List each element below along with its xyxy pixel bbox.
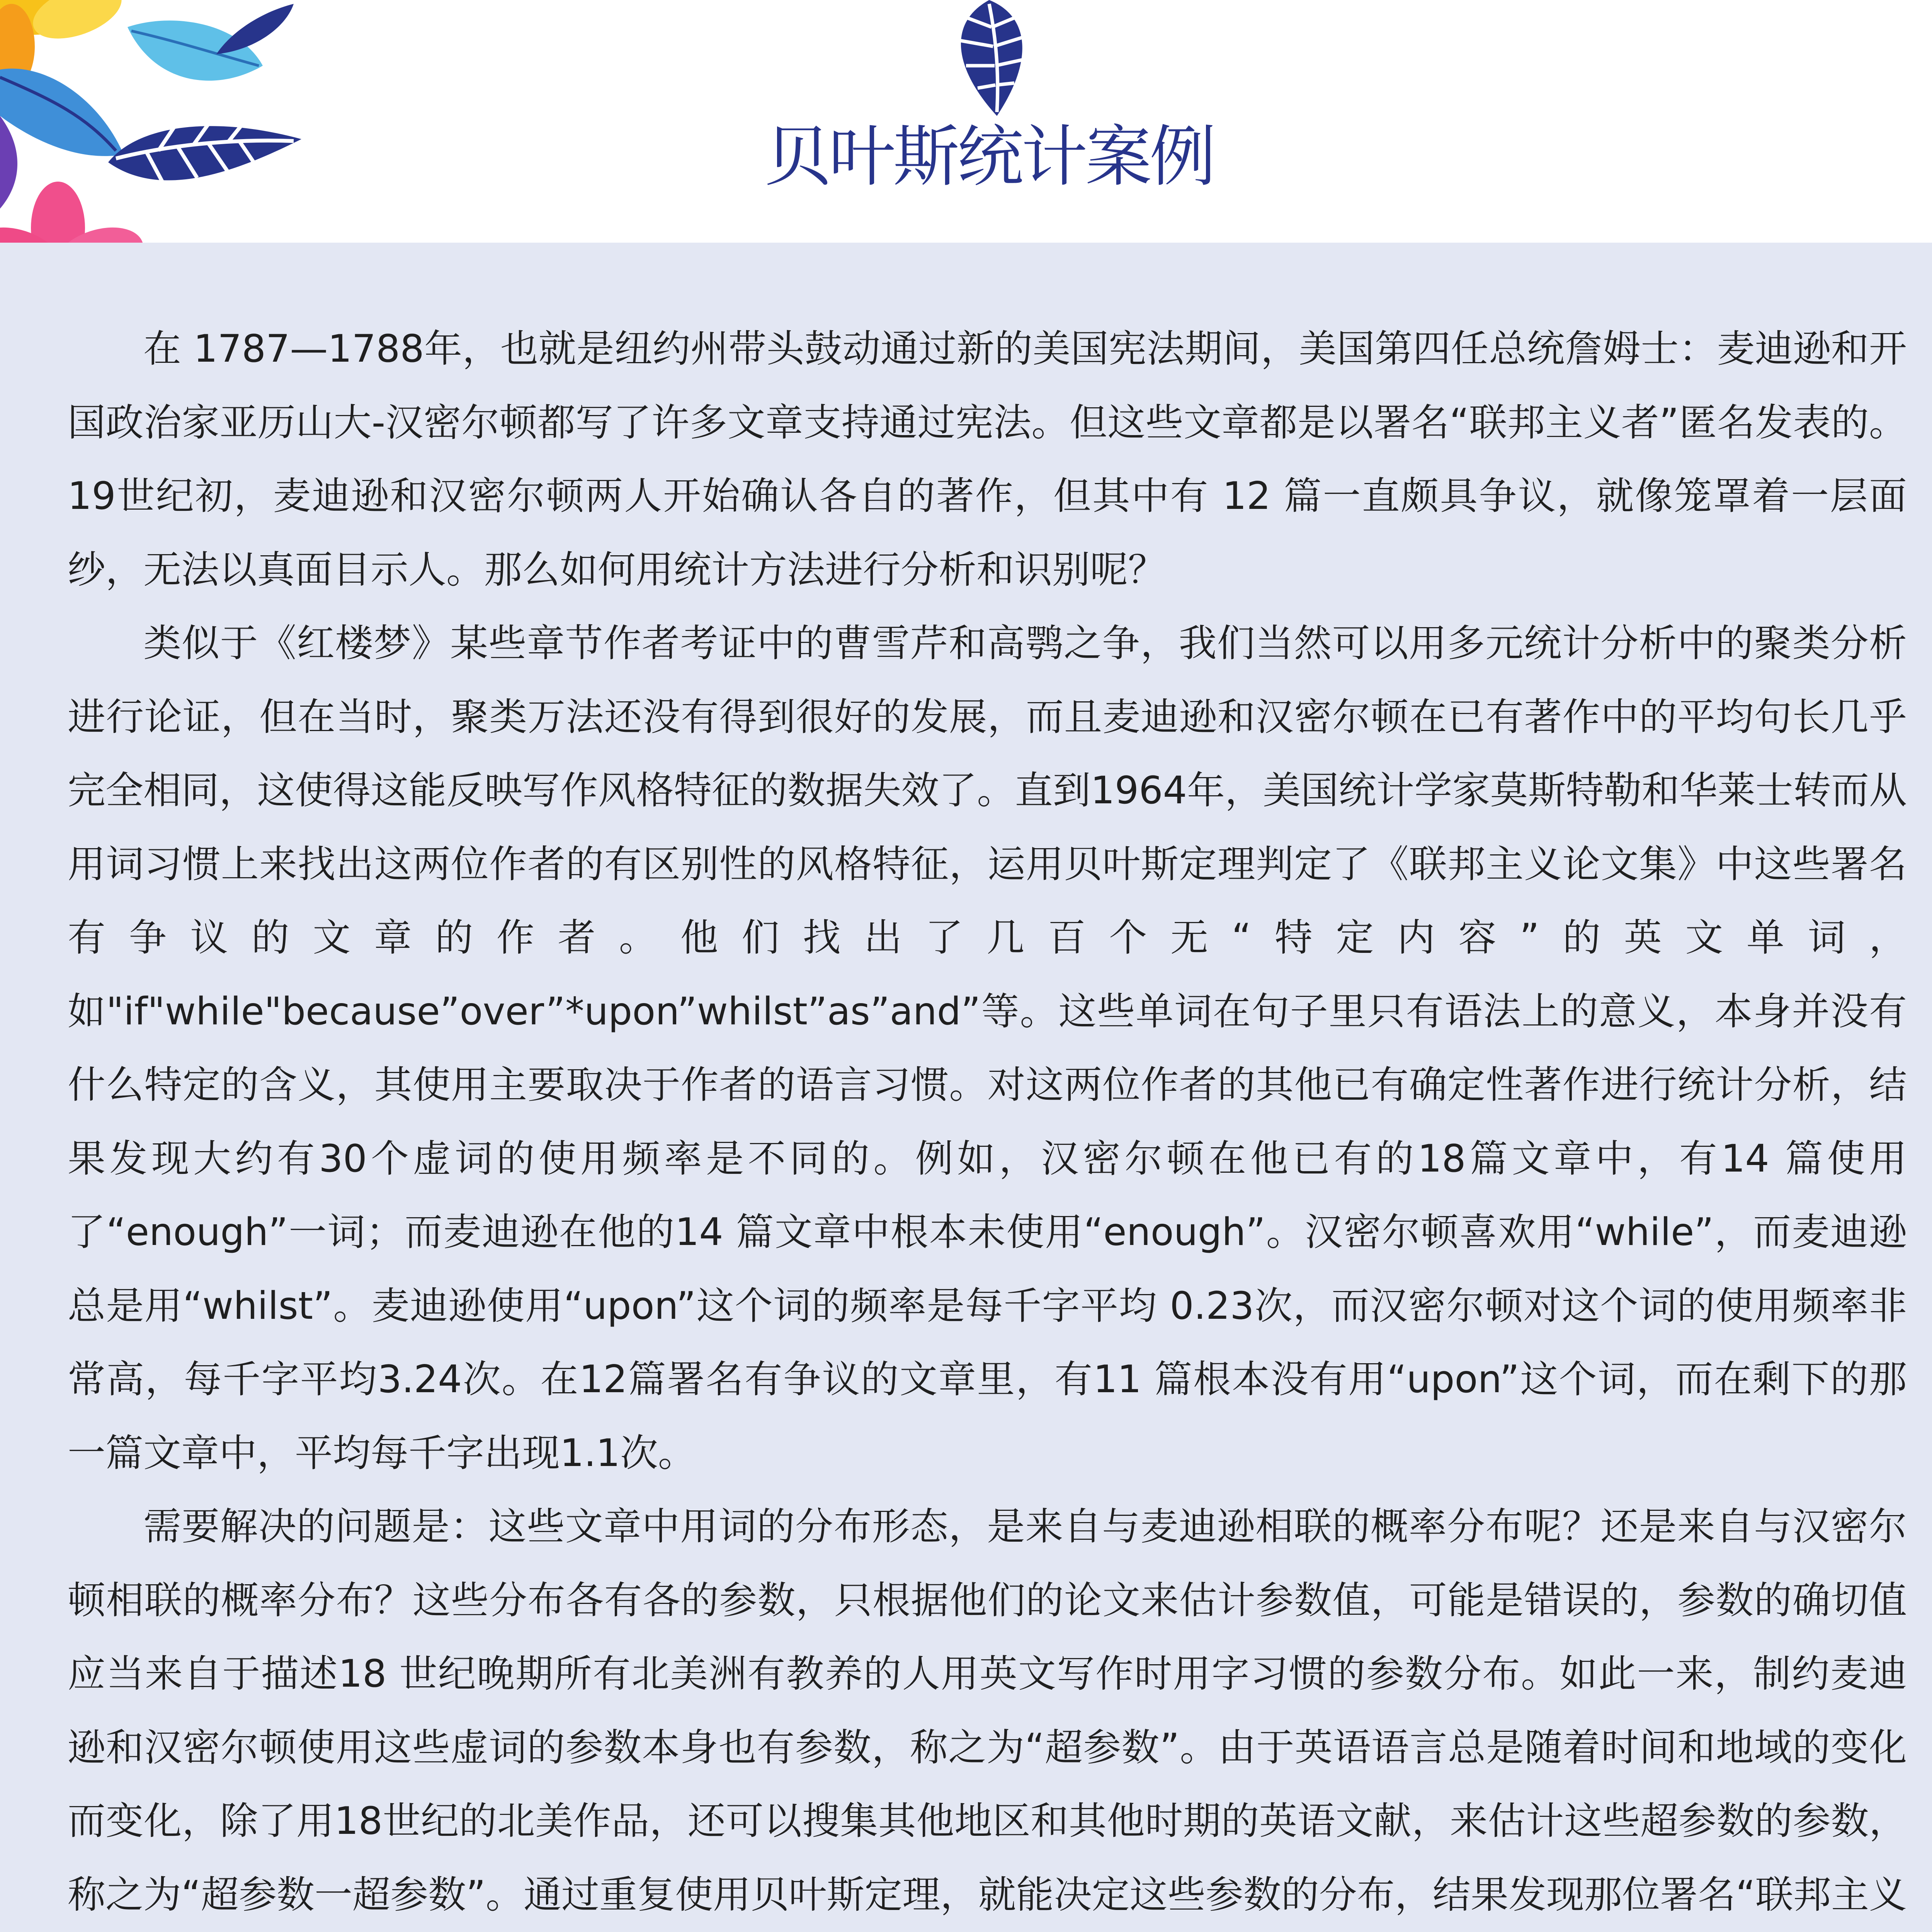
content-panel bbox=[0, 243, 1932, 1932]
paragraph-3: 需要解决的问题是：这些文章中用词的分布形态，是来自与麦迪逊相联的概率分布呢？还是来自与汉密尔顿相联的概率分布？这些分布各有各的参数，只根据他们的论文来估计参数值，可能是错误的，参数的确切值应当来自于描述18 世纪晚期所有北美洲有教养的人用英文写作时用字习惯的参数分布。如此一来，制约麦迪逊和汉密尔顿使用这些虚词的参数本身也有参数，称之为“超参数”。由于英语语言总是随着时间和地域的变化而变化，除了用18世纪的北美作品，还可以搜集其他地区和其他时期的英语文献，来估计这些超参数的参数，称之为“超参数一超参数”。通过重复使用贝叶斯定理，就能决定这些参数的分布，结果发现那位署名“联邦主义 bbox=[68, 1505, 1907, 1917]
page-title: 贝叶斯统计案例 bbox=[765, 118, 1214, 196]
paragraph-2: 类似于《红楼梦》某些章节作者考证中的曹雪芹和高鹗之争，我们当然可以用多元统计分析中的聚类分析进行论证，但在当时，聚类万法还没有得到很好的发展，而且麦迪逊和汉密尔顿在已有著作中的平均句长几乎完全相同，这使得这能反映写作风格特征的数据失效了。直到1964年，美国统计学家莫斯特勒和华莱士转而从用词习惯上来找出这两位作者的有区别性的风格特征，运用贝叶斯定理判定了《联邦主义论文集》中这些署名有争议的文章的作者。他们找出了几百个无“特定内容”的英文单词，如"if"while"because”over”*upon”whilst”as”and”等。这些单词在句子里只有语法上的意义，本身并没有什么特定的含义，其使用主要取决于作者的语言习惯。对这两位作者的其他已有确定性著作进行统计分析，结果发现大约有30个虚词的使用频率是不同的。例如，汉密尔顿在他已有的18篇文章中，有14 篇使用了“enough”一词；而麦迪逊在他的14 篇文章中根本未使用“enough”。汉密尔顿喜欢用“while”，而麦迪逊总是用“whilst”。麦迪逊使用“upon”这个词的频率是每千字平均 0.23次，而汉密尔顿对这个词的使用频率非常高，每千字平均3.24次。在12篇署名有争议的文章里，有11 篇根本没有用“upon”这个词，而在剩下的那一篇文章中，平均每千字出现1.1次。 bbox=[68, 621, 1907, 1475]
hanging-leaf-decoration bbox=[939, 0, 1039, 120]
article-body bbox=[68, 312, 1907, 1932]
page-header bbox=[0, 0, 1932, 243]
paragraph-1: 在 1787—1788年，也就是纽约州带头鼓动通过新的美国宪法期间，美国第四任总统詹姆士：麦迪逊和开国政治家亚历山大-汉密尔顿都写了许多文章支持通过宪法。但这些文章都是以署名“联邦主义者”匿名发表的。19世纪初，麦迪逊和汉密尔顿两人开始确认各自的著作，但其中有 12 篇一直颇具争议，就像笼罩着一层面纱，无法以真面目示人。那么如何用统计方法进行分析和识别呢？ bbox=[68, 327, 1907, 592]
